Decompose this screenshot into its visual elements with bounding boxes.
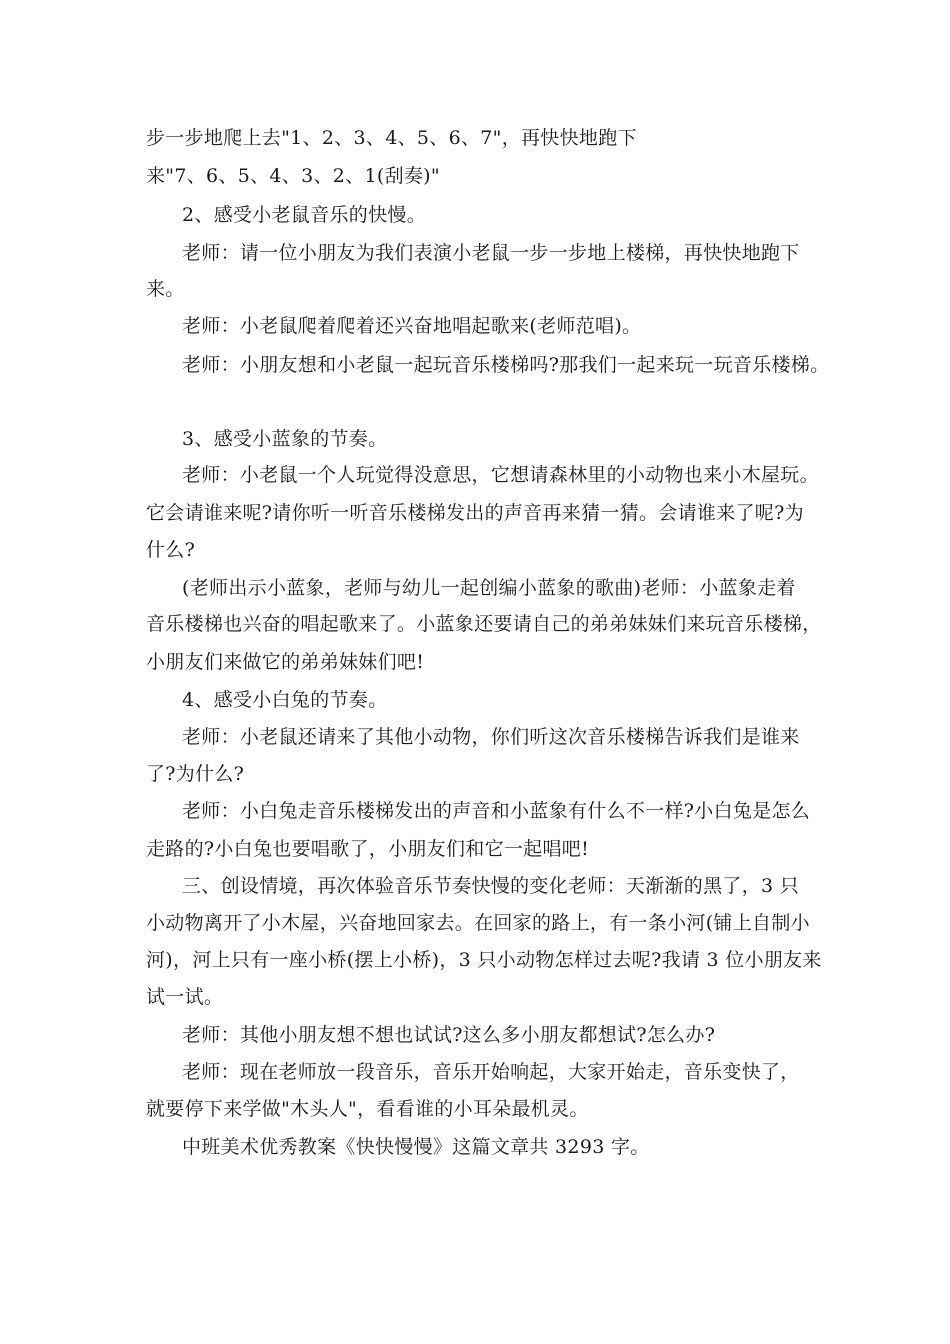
paragraph-line: 小动物离开了小木屋，兴奋地回家去。在回家的路上，有一条小河(铺上自制小 — [146, 912, 810, 934]
paragraph-line: 了?为什么? — [146, 763, 245, 785]
section-heading: 3、感受小蓝象的节奏。 — [182, 428, 388, 450]
paragraph-line: 它会请谁来呢?请你听一听音乐楼梯发出的声音再来猜一猜。会请谁来了呢?为 — [146, 502, 804, 524]
paragraph-line: 河)，河上只有一座小桥(摆上小桥)，3 只小动物怎样过去呢?我请 3 位小朋友来 — [146, 949, 822, 971]
paragraph-line: 来"7、6、5、4、3、2、1(刮奏)" — [146, 165, 440, 187]
word-count-note: 中班美术优秀教案《快快慢慢》这篇文章共 3293 字。 — [182, 1136, 650, 1158]
paragraph-line: 老师：小老鼠爬着爬着还兴奋地唱起歌来(老师范唱)。 — [182, 315, 642, 337]
paragraph-line: (老师出示小蓝象，老师与幼儿一起创编小蓝象的歌曲)老师：小蓝象走着 — [182, 577, 796, 599]
paragraph-line: 老师：请一位小朋友为我们表演小老鼠一步一步地上楼梯，再快快地跑下 — [182, 242, 800, 264]
paragraph-line: 老师：其他小朋友想不想也试试?这么多小朋友都想试?怎么办? — [182, 1024, 716, 1046]
paragraph-line: 来。 — [146, 278, 185, 300]
paragraph-line: 步一步地爬上去"1、2、3、4、5、6、7"，再快快地跑下 — [146, 127, 637, 149]
paragraph-line: 老师：小朋友想和小老鼠一起玩音乐楼梯吗?那我们一起来玩一玩音乐楼梯。 — [182, 354, 830, 376]
paragraph-line: 什么? — [146, 539, 196, 561]
paragraph-line: 音乐楼梯也兴奋的唱起歌来了。小蓝象还要请自己的弟弟妹妹们来玩音乐楼梯， — [146, 613, 822, 635]
section-heading: 4、感受小白兔的节奏。 — [182, 689, 388, 711]
section-heading: 2、感受小老鼠音乐的快慢。 — [182, 204, 426, 226]
paragraph-line: 老师：小白兔走音乐楼梯发出的声音和小蓝象有什么不一样?小白兔是怎么 — [182, 800, 811, 822]
section-heading: 三、创设情境，再次体验音乐节奏快慢的变化老师：天渐渐的黑了，3 只 — [182, 875, 800, 897]
paragraph-line: 老师：小老鼠一个人玩觉得没意思，它想请森林里的小动物也来小木屋玩。 — [182, 464, 819, 486]
paragraph-line: 走路的?小白兔也要唱歌了，小朋友们和它一起唱吧! — [146, 838, 590, 860]
paragraph-line: 小朋友们来做它的弟弟妹妹们吧! — [146, 651, 425, 673]
paragraph-line: 就要停下来学做"木头人"，看看谁的小耳朵最机灵。 — [146, 1098, 589, 1120]
paragraph-line: 老师：现在老师放一段音乐，音乐开始响起，大家开始走，音乐变快了， — [182, 1061, 800, 1083]
paragraph-line: 试一试。 — [146, 986, 224, 1008]
paragraph-line: 老师：小老鼠还请来了其他小动物，你们听这次音乐楼梯告诉我们是谁来 — [182, 726, 800, 748]
